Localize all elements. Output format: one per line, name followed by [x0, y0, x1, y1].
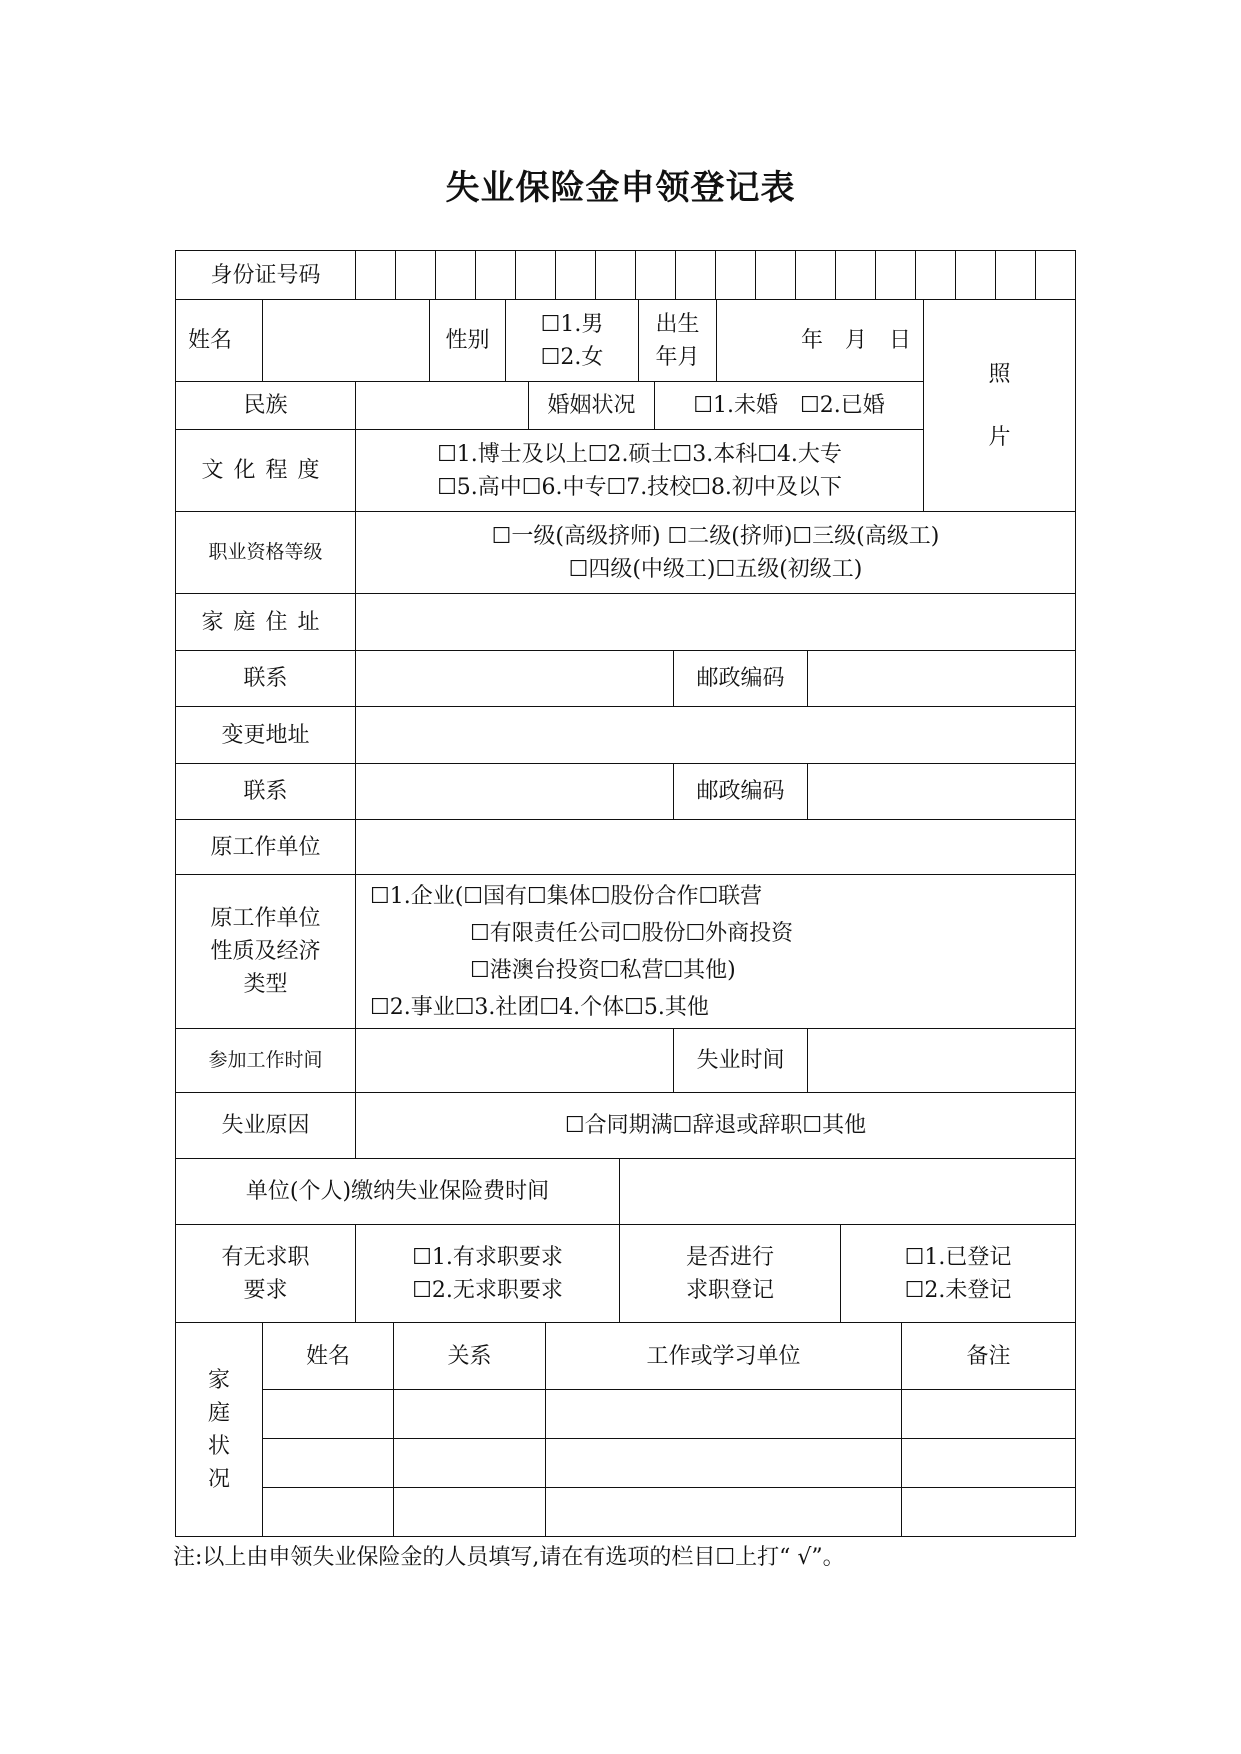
contact-label-2: 联系 [176, 764, 356, 820]
unit-nature-line2[interactable]: ☐有限责任公司☐股份☐外商投资 [470, 920, 794, 946]
family-workplace-field[interactable] [546, 1390, 902, 1439]
job-registration-label [620, 1225, 841, 1323]
id-digit-box[interactable] [956, 251, 996, 300]
job-request-no-checkbox[interactable]: ☐2.无求职要求 [412, 1277, 563, 1303]
gender-label: 性别 [430, 300, 506, 382]
home-address-field[interactable] [356, 594, 1076, 651]
marital-options[interactable]: ☐1.未婚 ☐2.已婚 [655, 382, 924, 430]
home-address-label: 家庭住址 [176, 594, 356, 651]
education-options[interactable] [356, 430, 924, 512]
photo-label-2: 片 [988, 424, 1011, 450]
premium-row [175, 1158, 1076, 1225]
not-registered-checkbox[interactable]: ☐2.未登记 [904, 1277, 1012, 1303]
change-address-label: 变更地址 [176, 707, 356, 764]
change-address-row [175, 706, 1076, 764]
id-digit-box[interactable] [836, 251, 876, 300]
photo-label-1: 照 [988, 361, 1011, 387]
unemployment-time-label: 失业时间 [674, 1029, 808, 1093]
birth-label-line1: 出生 [655, 311, 700, 337]
personal-info-block [175, 299, 1076, 512]
job-request-options[interactable] [356, 1225, 620, 1323]
family-label-char: 况 [208, 1466, 231, 1492]
family-workplace-field[interactable] [546, 1488, 902, 1537]
unemployment-time-field[interactable] [808, 1029, 1076, 1093]
id-digit-box[interactable] [396, 251, 436, 300]
marital-label: 婚姻状况 [529, 382, 655, 430]
id-digit-box[interactable] [636, 251, 676, 300]
family-label-char: 家 [208, 1367, 231, 1393]
family-name-field[interactable] [263, 1390, 394, 1439]
id-label: 身份证号码 [176, 251, 356, 300]
qualification-line2[interactable]: ☐四级(中级工)☐五级(初级工) [568, 556, 863, 582]
postal-code-label: 邮政编码 [674, 651, 808, 707]
family-remarks-field[interactable] [902, 1488, 1076, 1537]
job-request-label-1: 有无求职 [221, 1244, 310, 1270]
unit-nature-label [176, 875, 356, 1029]
work-start-label: 参加工作时间 [176, 1029, 356, 1093]
qualification-row [175, 511, 1076, 651]
family-relation-field[interactable] [394, 1488, 546, 1537]
contact-field[interactable] [356, 651, 674, 707]
family-header-relation: 关系 [394, 1323, 546, 1390]
id-digit-box[interactable] [516, 251, 556, 300]
job-registration-label-2: 求职登记 [685, 1277, 774, 1303]
education-label: 文化程度 [176, 430, 356, 512]
premium-label: 单位(个人)缴纳失业保险费时间 [176, 1159, 620, 1225]
reason-options[interactable]: ☐合同期满☐辞退或辞职☐其他 [356, 1093, 1076, 1159]
ethnic-field[interactable] [356, 382, 529, 430]
unit-nature-options[interactable] [356, 875, 1076, 1029]
footnote: 注:以上由申领失业保险金的人员填写,请在有选项的栏目☐上打“ √”。 [173, 1545, 845, 1570]
birth-date-placeholder: 年 月 日 [801, 328, 912, 353]
job-registration-options[interactable] [841, 1225, 1076, 1323]
unit-nature-line3[interactable]: ☐港澳台投资☐私营☐其他) [470, 957, 736, 983]
name-label: 姓名 [176, 300, 263, 382]
education-options-line2[interactable]: ☐5.高中☐6.中专☐7.技校☐8.初中及以下 [437, 474, 842, 500]
contact-row-1 [175, 650, 1076, 707]
gender-male-checkbox[interactable]: ☐1.男 [540, 311, 604, 337]
postal-code-field[interactable] [808, 651, 1076, 707]
id-digit-box[interactable] [996, 251, 1036, 300]
family-name-field[interactable] [263, 1488, 394, 1537]
family-header-name: 姓名 [263, 1323, 394, 1390]
job-registration-label-1: 是否进行 [685, 1244, 774, 1270]
change-address-field[interactable] [356, 707, 1076, 764]
ethnic-label: 民族 [176, 382, 356, 430]
unit-nature-label-1: 原工作单位 [210, 906, 321, 931]
family-header-workplace: 工作或学习单位 [546, 1323, 902, 1390]
photo-area[interactable] [924, 300, 1076, 512]
id-digit-box[interactable] [876, 251, 916, 300]
name-field[interactable] [263, 300, 430, 382]
id-digit-box[interactable] [796, 251, 836, 300]
registration-table [175, 250, 1075, 1537]
table-row [176, 1390, 1076, 1439]
job-seeking-row [175, 1224, 1076, 1323]
family-header-remarks: 备注 [902, 1323, 1076, 1390]
gender-female-checkbox[interactable]: ☐2.女 [540, 344, 604, 370]
reason-label: 失业原因 [176, 1093, 356, 1159]
id-digit-box[interactable] [356, 251, 396, 300]
family-label-char: 状 [208, 1433, 231, 1459]
family-relation-field[interactable] [394, 1390, 546, 1439]
reason-row [175, 1092, 1076, 1159]
unit-nature-label-2: 性质及经济 [210, 939, 321, 964]
postal-code-label-2: 邮政编码 [674, 764, 808, 820]
job-request-label-2: 要求 [243, 1277, 288, 1303]
id-digit-box[interactable] [1036, 251, 1076, 300]
family-label-char: 庭 [208, 1400, 231, 1426]
id-digit-box[interactable] [436, 251, 476, 300]
family-name-field[interactable] [263, 1439, 394, 1488]
form-title: 失业保险金申领登记表 [445, 168, 796, 208]
family-remarks-field[interactable] [902, 1439, 1076, 1488]
id-digit-box[interactable] [756, 251, 796, 300]
birth-label-line2: 年月 [655, 344, 700, 370]
contact-field-2[interactable] [356, 764, 674, 820]
id-digit-box[interactable] [716, 251, 756, 300]
family-status-table [175, 1322, 1076, 1537]
former-unit-block [175, 819, 1076, 1029]
unit-nature-label-3: 类型 [243, 972, 288, 997]
qualification-options[interactable] [356, 512, 1076, 594]
family-remarks-field[interactable] [902, 1390, 1076, 1439]
work-start-field[interactable] [356, 1029, 674, 1093]
education-options-line1[interactable]: ☐1.博士及以上☐2.硕士☐3.本科☐4.大专 [437, 441, 842, 467]
premium-field[interactable] [620, 1159, 1076, 1225]
id-digit-box[interactable] [476, 251, 516, 300]
job-request-yes-checkbox[interactable]: ☐1.有求职要求 [412, 1244, 563, 1270]
qualification-line1[interactable]: ☐一级(高级挤师) ☐二级(挤师)☐三级(高级工) [491, 523, 940, 549]
unit-nature-line1[interactable]: ☐1.企业(☐国有☐集体☐股份合作☐联营 [370, 883, 763, 909]
birth-date-field[interactable] [717, 300, 924, 382]
id-digit-box[interactable] [676, 251, 716, 300]
id-digit-box[interactable] [556, 251, 596, 300]
gender-options[interactable] [506, 300, 639, 382]
postal-code-field-2[interactable] [808, 764, 1076, 820]
birth-label [639, 300, 717, 382]
work-time-row [175, 1028, 1076, 1093]
qualification-label: 职业资格等级 [176, 512, 356, 594]
contact-row-2 [175, 763, 1076, 820]
table-row [176, 1488, 1076, 1537]
unit-nature-line4[interactable]: ☐2.事业☐3.社团☐4.个体☐5.其他 [370, 994, 709, 1020]
job-request-label [176, 1225, 356, 1323]
former-unit-label: 原工作单位 [176, 820, 356, 875]
id-digit-box[interactable] [916, 251, 956, 300]
table-row [176, 1439, 1076, 1488]
family-status-label [176, 1323, 263, 1537]
id-digit-box[interactable] [596, 251, 636, 300]
id-row [175, 250, 1076, 300]
family-workplace-field[interactable] [546, 1439, 902, 1488]
contact-label: 联系 [176, 651, 356, 707]
former-unit-field[interactable] [356, 820, 1076, 875]
registered-checkbox[interactable]: ☐1.已登记 [904, 1244, 1012, 1270]
family-relation-field[interactable] [394, 1439, 546, 1488]
